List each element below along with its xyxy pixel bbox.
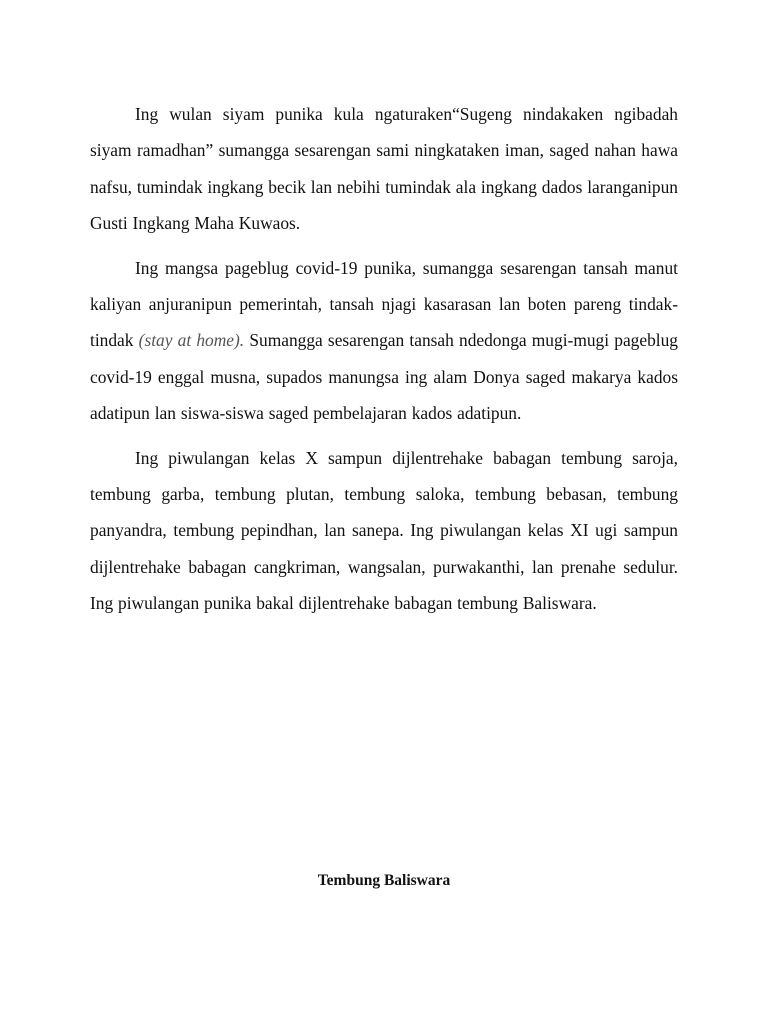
- paragraph-2-italic-phrase: (stay at home).: [138, 330, 245, 351]
- body-text: [90, 96, 678, 630]
- paragraph-2: [90, 250, 678, 432]
- paragraph-1: Ing wulan siyam punika kula ngaturaken“Sugeng nindakaken ngibadah siyam ramadhan” sumangga sesarengan sami ningkataken iman, saged nahan hawa nafsu, tumindak ingkang becik lan nebihi tumindak ala ingkang dados laranganipun Gusti Ingkang Maha Kuwaos.: [90, 104, 678, 234]
- paragraph-3: Ing piwulangan kelas X sampun dijlentrehake babagan tembung saroja, tembung garba, tembung plutan, tembung saloka, tembung bebasan, tembung panyandra, tembung pepindhan, lan sanepa. Ing piwulangan kelas XI ugi sampun dijlentrehake babagan cangkriman, wangsalan, purwakanthi, lan prenahe sedulur. Ing piwulangan punika bakal dijlentrehake babagan tembung Baliswara.: [90, 447, 678, 614]
- section-heading: Tembung Baliswara: [317, 872, 451, 889]
- paragraph-2-start: Ing mangsa pageblug covid-19 punika, sumangga sesarengan tansah manut kaliyan anjuranipun pemerintah, tansah njagi kasarasan lan boten pareng tindak-tindak: [90, 257, 678, 351]
- paragraph-2-end: Sumangga sesarengan tansah ndedonga mugi-mugi pageblug covid-19 enggal musna, supados manungsa ing alam Donya saged makarya kados adatipun lan siswa-siswa saged pembelajaran kados adatipun.: [90, 330, 678, 424]
